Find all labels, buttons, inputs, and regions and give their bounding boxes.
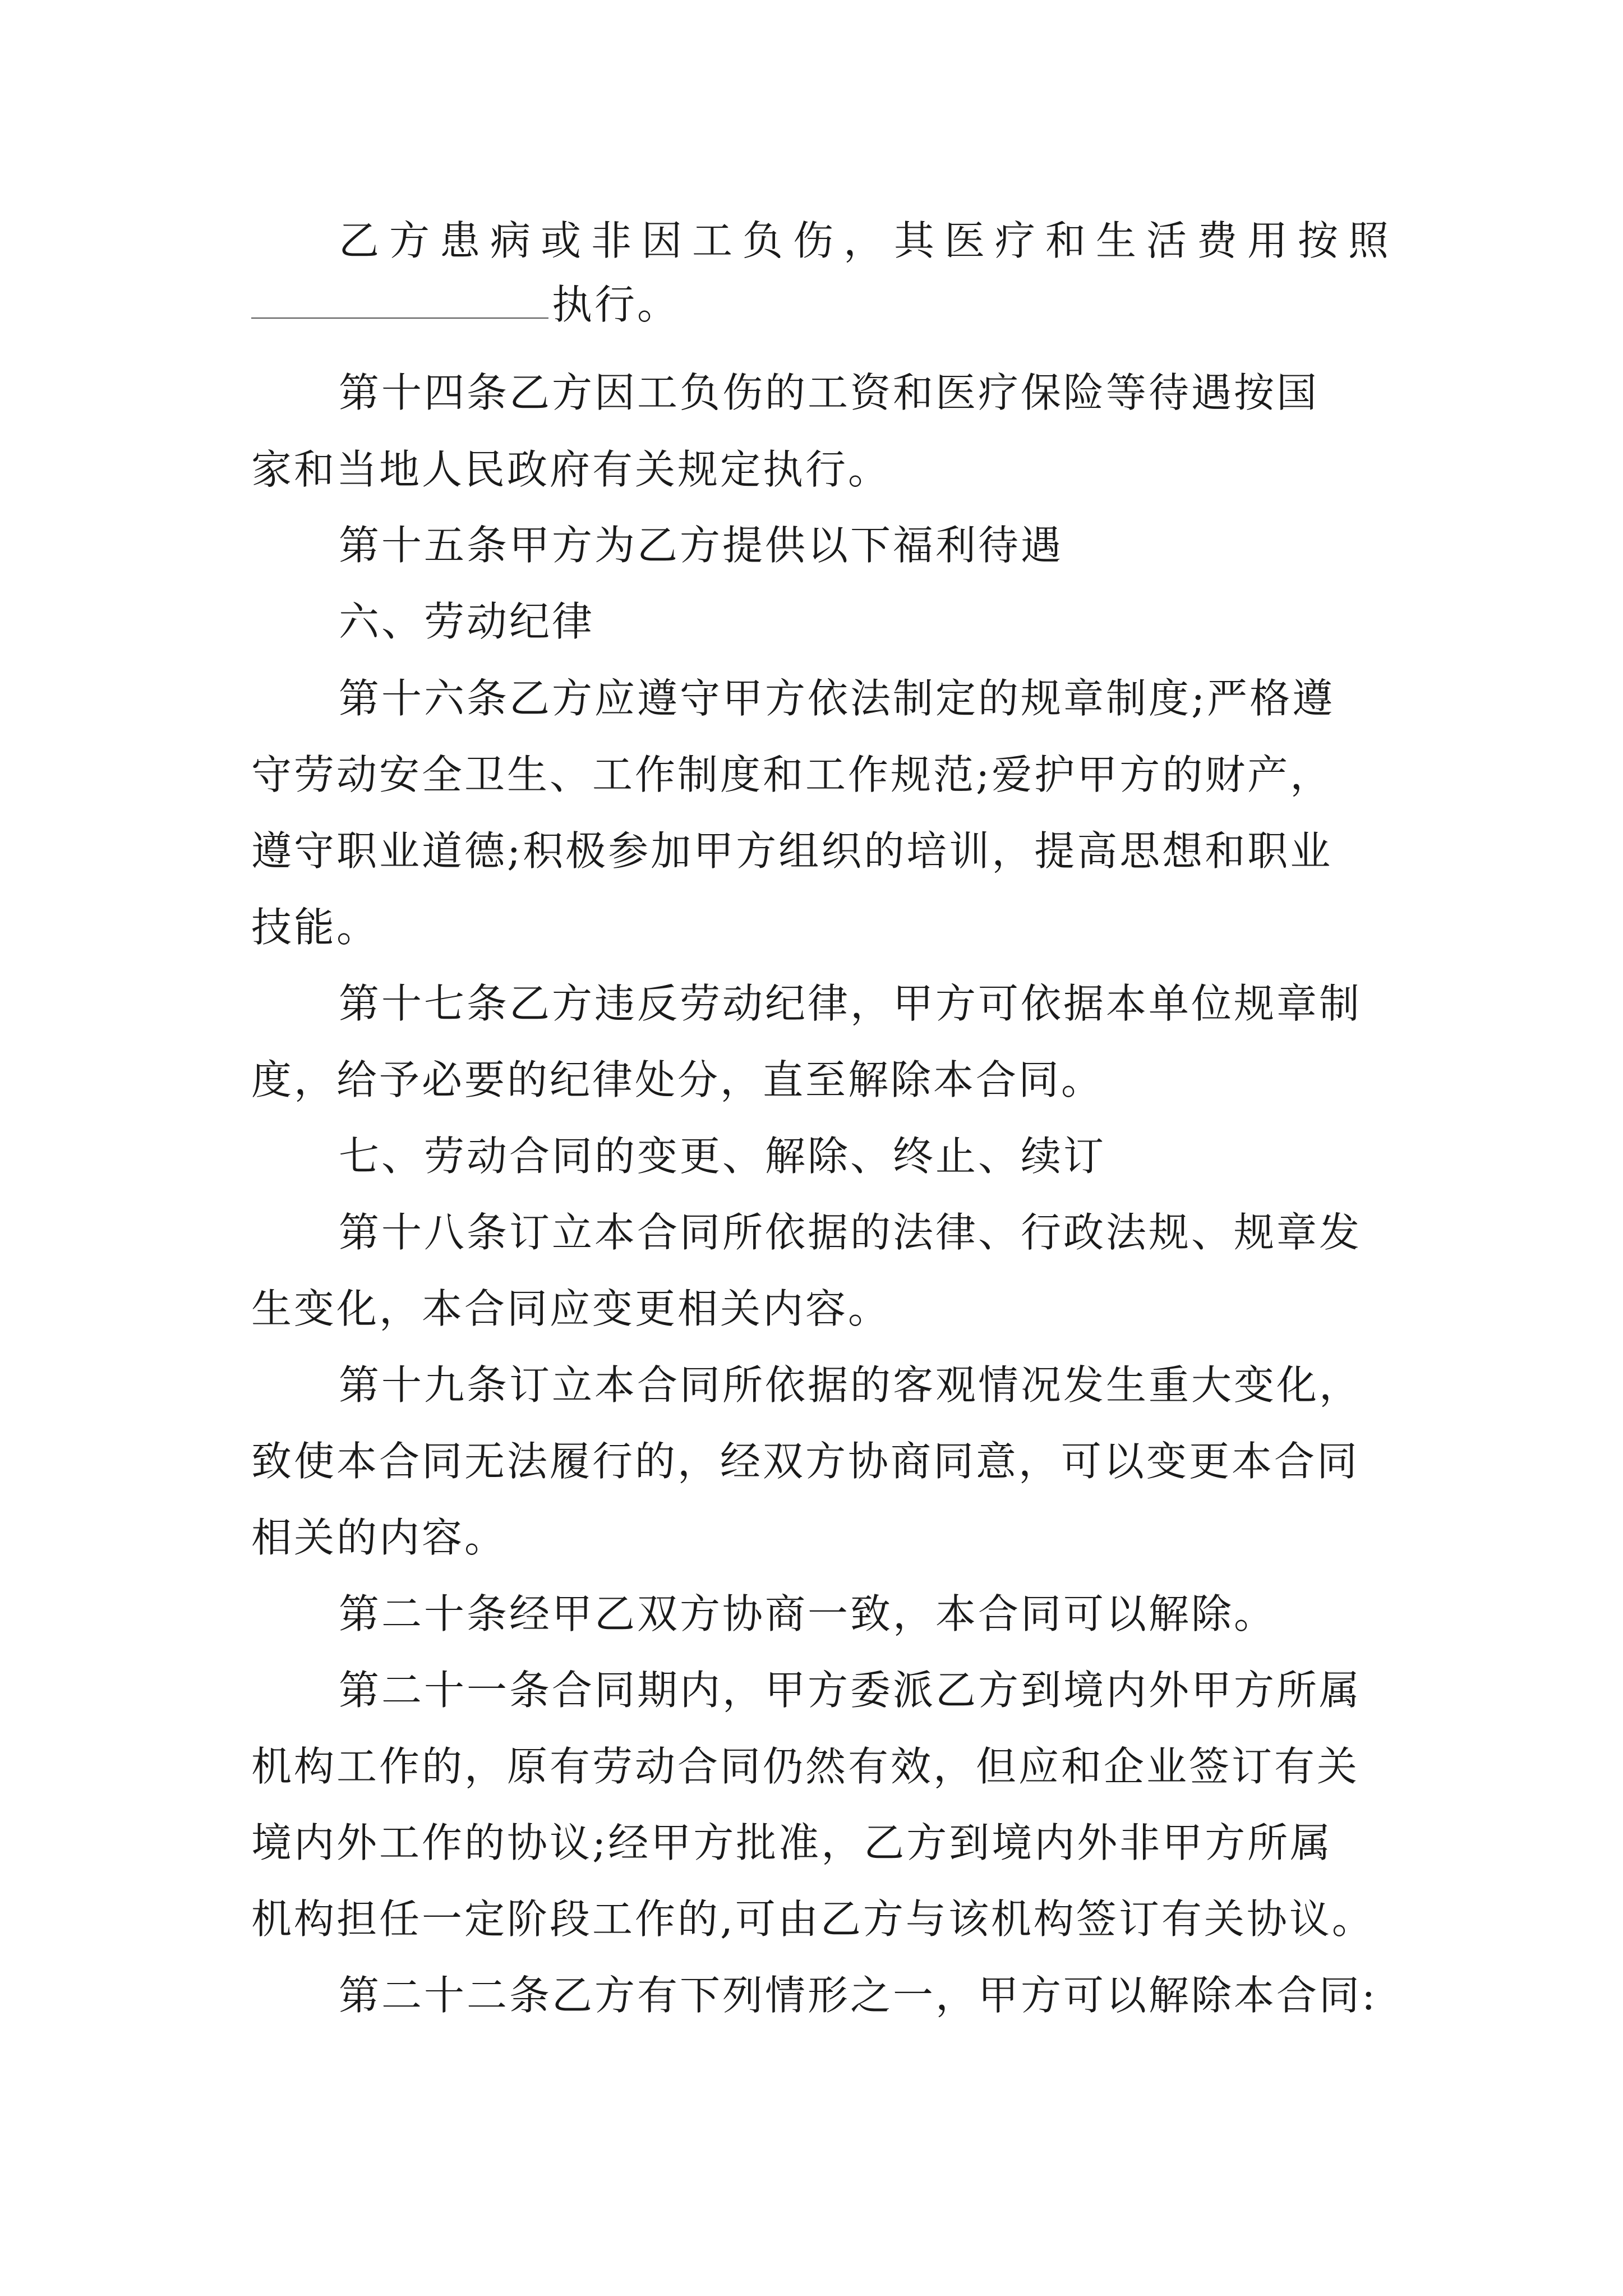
paragraph-line-with-blank <box>251 279 1378 330</box>
paragraph-line: 守劳动安全卫生、工作制度和工作规范;爱护甲方的财产， <box>251 751 1333 798</box>
paragraph-line: 度，给予必要的纪律处分，直至解除本合同。 <box>251 1056 1104 1103</box>
paragraph-line: 生变化，本合同应变更相关内容。 <box>251 1285 891 1332</box>
paragraph-line: 致使本合同无法履行的，经双方协商同意，可以变更本合同 <box>251 1438 1360 1485</box>
paragraph-line: 第二十条经甲乙双方协商一致，本合同可以解除。 <box>339 1590 1277 1637</box>
paragraph-line: 第十四条乙方因工负伤的工资和医疗保险等待遇按国 <box>339 369 1320 416</box>
paragraph-line: 技能。 <box>251 904 380 951</box>
paragraph-line: 第十六条乙方应遵守甲方依法制定的规章制度;严格遵 <box>339 675 1335 722</box>
paragraph-line: 机构担任一定阶段工作的,可由乙方与该机构签订有关协议。 <box>251 1895 1375 1943</box>
fill-in-blank <box>251 284 548 319</box>
paragraph-line: 机构工作的，原有劳动合同仍然有效，但应和企业签订有关 <box>251 1743 1360 1790</box>
paragraph-line: 第十七条乙方违反劳动纪律，甲方可依据本单位规章制 <box>339 980 1362 1027</box>
paragraph-line: 遵守职业道德;积极参加甲方组织的培训，提高思想和职业 <box>251 827 1333 875</box>
paragraph-line: 第十八条订立本合同所依据的法律、行政法规、规章发 <box>339 1209 1362 1256</box>
paragraph-line-text: 执行。 <box>552 281 680 328</box>
section-heading: 六、劳动纪律 <box>339 598 595 645</box>
paragraph-line: 家和当地人民政府有关规定执行。 <box>251 446 891 493</box>
paragraph-line: 第二十二条乙方有下列情形之一，甲方可以解除本合同: <box>339 1972 1378 2019</box>
paragraph-line: 乙方患病或非因工负伤，其医疗和生活费用按照 <box>339 217 1399 264</box>
paragraph-line: 第十五条甲方为乙方提供以下福利待遇 <box>339 522 1064 569</box>
paragraph-line: 境内外工作的协议;经甲方批准，乙方到境内外非甲方所属 <box>251 1819 1333 1866</box>
paragraph-line: 第十九条订立本合同所依据的客观情况发生重大变化， <box>339 1361 1362 1409</box>
paragraph-line: 第二十一条合同期内，甲方委派乙方到境内外甲方所属 <box>339 1667 1362 1714</box>
paragraph-line: 相关的内容。 <box>251 1514 508 1561</box>
section-heading: 七、劳动合同的变更、解除、终止、续订 <box>339 1133 1106 1180</box>
